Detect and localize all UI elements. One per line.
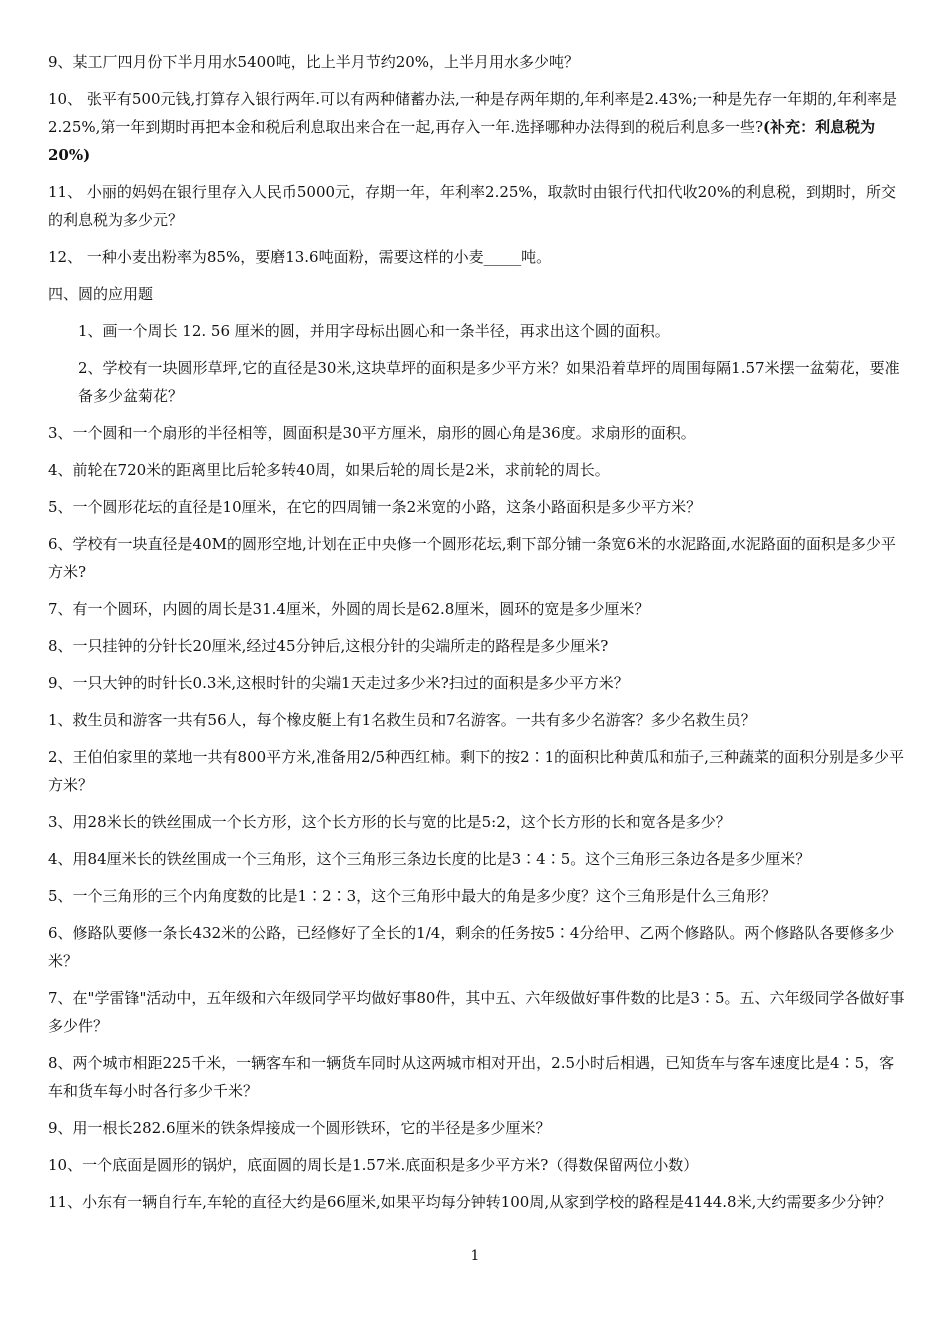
circle-problem-2: 2、学校有一块圆形草坪,它的直径是30米,这块草坪的面积是多少平方米？如果沿着草坪的周围每隔1.57米摆一盆菊花，要准备多少盆菊花？: [78, 359, 900, 405]
ratio-problem-4: 4、用84厘米长的铁丝围成一个三角形，这个三角形三条边长度的比是3∶4∶5。这个三角形三条边各是多少厘米？: [48, 850, 811, 868]
circle-problem-6: 6、学校有一块直径是40M的圆形空地,计划在正中央修一个圆形花坛,剩下部分铺一条宽6米的水泥路面,水泥路面的面积是多少平方米?: [48, 535, 896, 581]
ratio-problem-1: 1、救生员和游客一共有56人，每个橡皮艇上有1名救生员和7名游客。一共有多少名游客？多少名救生员？: [48, 711, 756, 729]
document-body: [48, 48, 908, 1225]
circle-problem-8: 8、一只挂钟的分针长20厘米,经过45分钟后,这根分针的尖端所走的路程是多少厘米?: [48, 637, 609, 655]
circle-problem-4: 4、前轮在720米的距离里比后轮多转40周，如果后轮的周长是2米，求前轮的周长。: [48, 461, 610, 479]
ratio-problem-5: 5、一个三角形的三个内角度数的比是1∶2∶3，这个三角形中最大的角是多少度？这个三角形是什么三角形？: [48, 887, 777, 905]
circle-problem-5: 5、一个圆形花坛的直径是10厘米，在它的四周铺一条2米宽的小路，这条小路面积是多少平方米？: [48, 498, 702, 516]
ratio-problem-10: 10、一个底面是圆形的锅炉，底面圆的周长是1.57米.底面积是多少平方米?（得数保留两位小数）: [48, 1156, 699, 1174]
problem-10-note: (补充：利息税为20%): [48, 118, 876, 164]
problem-11-interest-tax: 11、 小丽的妈妈在银行里存入人民币5000元，存期一年，年利率2.25%，取款时由银行代扣代收20%的利息税，到期时，所交的利息税为多少元？: [48, 183, 897, 229]
ratio-problem-8: 8、两个城市相距225千米，一辆客车和一辆货车同时从这两城市相对开出，2.5小时后相遇，已知货车与客车速度比是4∶5，客车和货车每小时各行多少千米？: [48, 1054, 895, 1100]
problem-9-water: 9、某工厂四月份下半月用水5400吨，比上半月节约20%，上半月用水多少吨？: [48, 53, 580, 71]
ratio-problem-7: 7、在"学雷锋"活动中，五年级和六年级同学平均做好事80件，其中五、六年级做好事件数的比是3∶5。五、六年级同学各做好事多少件？: [48, 989, 905, 1035]
problem-12-flour: 12、 一种小麦出粉率为85%，要磨13.6吨面粉，需要这样的小麦_____吨。: [48, 248, 552, 266]
ratio-problem-3: 3、用28米长的铁丝围成一个长方形，这个长方形的长与宽的比是5:2，这个长方形的长和宽各是多少？: [48, 813, 731, 831]
ratio-problem-6: 6、修路队要修一条长432米的公路，已经修好了全长的1/4，剩余的任务按5∶4分给甲、乙两个修路队。两个修路队各要修多少米？: [48, 924, 895, 970]
circle-problem-9: 9、一只大钟的时针长0.3米,这根时针的尖端1天走过多少米?扫过的面积是多少平方米？: [48, 674, 629, 692]
problem-10-savings: [48, 85, 908, 169]
circle-problem-3: 3、一个圆和一个扇形的半径相等，圆面积是30平方厘米，扇形的圆心角是36度。求扇形的面积。: [48, 424, 696, 442]
page-number: 1: [470, 1248, 480, 1264]
ratio-problem-11: 11、小东有一辆自行车,车轮的直径大约是66厘米,如果平均每分钟转100周,从家到学校的路程是4144.8米,大约需要多少分钟？: [48, 1193, 892, 1211]
circle-problem-1: 1、画一个周长 12. 56 厘米的圆，并用字母标出圆心和一条半径，再求出这个圆的面积。: [78, 322, 670, 340]
section-heading-circle: 四、圆的应用题: [48, 285, 154, 303]
circle-problem-7: 7、有一个圆环，内圆的周长是31.4厘米，外圆的周长是62.8厘米，圆环的宽是多少厘米？: [48, 600, 650, 618]
ratio-problem-9: 9、用一根长282.6厘米的铁条焊接成一个圆形铁环，它的半径是多少厘米？: [48, 1119, 551, 1137]
problem-10-text: 10、 张平有500元钱,打算存入银行两年.可以有两种储蓄办法,一种是存两年期的,年利率是2.43%;一种是先存一年期的,年利率是2.25%,第一年到期时再把本金和税后利息取出来合在一起,再存入一年.选择哪种办法得到的税后利息多一些?: [48, 90, 898, 136]
ratio-problem-2: 2、王伯伯家里的菜地一共有800平方米,准备用2/5种西红柿。剩下的按2∶1的面积比种黄瓜和茄子,三种蔬菜的面积分别是多少平方米？: [48, 748, 904, 794]
